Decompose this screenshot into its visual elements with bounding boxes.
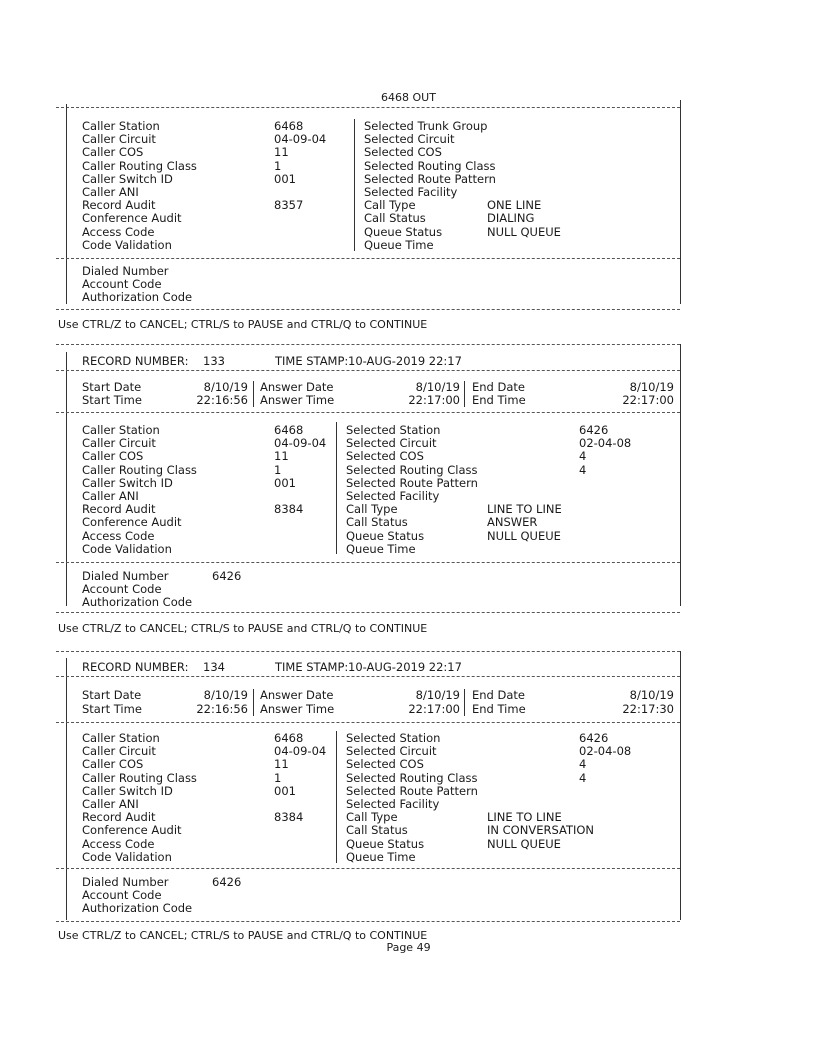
start-time-label: Start Time	[82, 393, 142, 407]
status-value: IN CONVERSATION	[487, 823, 595, 838]
selected-field-label: Queue Time	[346, 541, 416, 556]
dialed-field-label: Account Code	[82, 888, 162, 903]
dialed-field-label: Authorization Code	[82, 595, 193, 610]
start-date: 8/10/19	[203, 380, 248, 394]
dialed-field-label: Authorization Code	[82, 901, 193, 916]
divider	[56, 344, 680, 345]
selected-field-label: Selected COS	[364, 145, 442, 160]
selected-field-label: Selected Circuit	[346, 436, 437, 451]
selected-field-label: Selected Station	[346, 731, 441, 745]
caller-field-label: Caller Circuit	[82, 744, 156, 759]
end-time: 22:17:00	[622, 393, 674, 407]
time-stamp: 10-AUG-2019 22:17	[348, 354, 462, 368]
start-time: 22:16:56	[196, 393, 248, 407]
selected-field-value: 4	[579, 449, 587, 464]
status-value: NULL QUEUE	[487, 528, 561, 543]
selected-field-value: 6426	[579, 423, 609, 437]
answer-date-label: Answer Date	[260, 380, 334, 394]
end-time-label: End Time	[472, 702, 526, 716]
caller-field-value: 11	[274, 757, 289, 772]
caller-field-label: Caller Routing Class	[82, 158, 197, 173]
selected-field-label: Selected Station	[346, 423, 441, 437]
selected-field-label: Queue Status	[346, 528, 425, 543]
start-time: 22:16:56	[196, 702, 248, 716]
caller-field-value: 001	[274, 783, 296, 798]
caller-field-value: 6468	[274, 731, 304, 745]
selected-field-label: Call Status	[346, 823, 408, 838]
selected-field-label: Selected COS	[346, 757, 424, 772]
caller-field-label: Caller Station	[82, 731, 160, 745]
start-date-label: Start Date	[82, 688, 142, 702]
selected-field-label: Selected Facility	[346, 489, 440, 503]
selected-field-label: Selected COS	[346, 449, 424, 464]
left-border	[66, 352, 67, 606]
caller-field-label: Conference Audit	[82, 823, 182, 838]
divider	[56, 258, 680, 259]
selected-field-label: Selected Circuit	[346, 744, 437, 759]
selected-field-label: Selected Facility	[346, 797, 440, 811]
column-separator	[253, 689, 254, 716]
divider	[56, 676, 680, 677]
caller-field-label: Caller Circuit	[82, 132, 156, 147]
selected-field-label: Call Type	[346, 810, 398, 825]
column-separator	[464, 381, 465, 407]
record-number: 133	[203, 354, 225, 368]
footer-instructions: Use CTRL/Z to CANCEL; CTRL/S to PAUSE and CTRL/Q to CONTINUE	[58, 622, 428, 635]
left-border	[66, 658, 67, 920]
caller-field-label: Conference Audit	[82, 515, 182, 530]
caller-field-value: 8357	[274, 198, 304, 213]
caller-field-label: Access Code	[82, 836, 155, 851]
answer-date-label: Answer Date	[260, 688, 334, 702]
caller-field-value: 04-09-04	[274, 132, 327, 147]
selected-field-label: Call Type	[346, 502, 398, 517]
answer-date: 8/10/19	[415, 688, 460, 702]
caller-field-label: Caller Switch ID	[82, 171, 173, 186]
dialed-field-label: Dialed Number	[82, 569, 169, 583]
page-number: Page 49	[386, 941, 431, 954]
selected-field-label: Selected Route Pattern	[346, 783, 478, 798]
caller-field-value: 8384	[274, 502, 304, 517]
right-border	[680, 100, 681, 304]
caller-field-value: 6468	[274, 119, 304, 133]
answer-date: 8/10/19	[415, 380, 460, 394]
status-value: LINE TO LINE	[487, 810, 562, 825]
caller-field-value: 1	[274, 770, 282, 785]
caller-field-label: Caller Switch ID	[82, 783, 173, 798]
caller-field-label: Caller Station	[82, 119, 160, 133]
caller-field-value: 11	[274, 449, 289, 464]
column-separator	[336, 731, 337, 863]
answer-time-label: Answer Time	[260, 702, 335, 716]
selected-field-label: Selected Circuit	[364, 132, 455, 147]
caller-field-label: Caller Circuit	[82, 436, 156, 451]
status-value: NULL QUEUE	[487, 836, 561, 851]
start-date: 8/10/19	[203, 688, 248, 702]
caller-field-label: Access Code	[82, 224, 155, 239]
selected-field-value: 02-04-08	[579, 744, 632, 759]
caller-field-value: 001	[274, 475, 296, 490]
caller-field-label: Caller ANI	[82, 185, 139, 199]
caller-field-label: Code Validation	[82, 849, 172, 864]
answer-time: 22:17:00	[408, 393, 460, 407]
end-date: 8/10/19	[629, 380, 674, 394]
caller-field-value: 001	[274, 171, 296, 186]
selected-field-label: Selected Routing Class	[346, 462, 478, 477]
selected-field-label: Selected Routing Class	[346, 770, 478, 785]
caller-field-value: 1	[274, 462, 282, 477]
caller-field-value: 6468	[274, 423, 304, 437]
selected-field-label: Queue Status	[364, 224, 443, 239]
divider	[56, 309, 680, 310]
caller-field-label: Access Code	[82, 528, 155, 543]
divider	[56, 562, 680, 563]
caller-field-label: Record Audit	[82, 502, 156, 517]
status-value: ANSWER	[487, 515, 538, 530]
record-number: 134	[203, 660, 225, 674]
dialed-field-value: 6426	[212, 569, 242, 583]
dialed-field-label: Account Code	[82, 277, 162, 292]
end-date-label: End Date	[472, 688, 525, 702]
status-value: ONE LINE	[487, 198, 542, 213]
end-date: 8/10/19	[629, 688, 674, 702]
selected-field-label: Selected Routing Class	[364, 158, 496, 173]
end-time-label: End Time	[472, 393, 526, 407]
selected-field-value: 6426	[579, 731, 609, 745]
caller-field-value: 11	[274, 145, 289, 160]
divider	[56, 921, 680, 922]
status-value: NULL QUEUE	[487, 224, 561, 239]
dialed-field-label: Dialed Number	[82, 264, 169, 278]
caller-field-value: 8384	[274, 810, 304, 825]
page-title: 6468 OUT	[381, 91, 436, 104]
right-border	[680, 344, 681, 606]
divider	[56, 412, 680, 413]
dialed-field-label: Dialed Number	[82, 875, 169, 889]
caller-field-label: Caller Station	[82, 423, 160, 437]
selected-field-label: Call Type	[364, 198, 416, 213]
selected-field-label: Queue Status	[346, 836, 425, 851]
selected-field-label: Selected Trunk Group	[364, 119, 488, 133]
status-value: LINE TO LINE	[487, 502, 562, 517]
selected-field-label: Call Status	[364, 211, 426, 226]
dialed-field-label: Authorization Code	[82, 290, 193, 305]
caller-field-label: Caller ANI	[82, 489, 139, 503]
caller-field-label: Record Audit	[82, 810, 156, 825]
caller-field-label: Caller Switch ID	[82, 475, 173, 490]
caller-field-label: Caller COS	[82, 449, 144, 464]
divider	[56, 722, 680, 723]
selected-field-label: Call Status	[346, 515, 408, 530]
footer-instructions: Use CTRL/Z to CANCEL; CTRL/S to PAUSE and CTRL/Q to CONTINUE	[58, 929, 428, 942]
time-stamp-label: TIME STAMP:	[275, 660, 349, 674]
start-date-label: Start Date	[82, 380, 142, 394]
time-stamp-label: TIME STAMP:	[275, 354, 349, 368]
divider	[56, 612, 680, 613]
selected-field-label: Selected Route Pattern	[364, 171, 496, 186]
selected-field-value: 4	[579, 770, 587, 785]
end-time: 22:17:30	[622, 702, 674, 716]
caller-field-label: Code Validation	[82, 541, 172, 556]
caller-field-label: Conference Audit	[82, 211, 182, 226]
selected-field-label: Queue Time	[346, 849, 416, 864]
selected-field-label: Selected Route Pattern	[346, 475, 478, 490]
footer-instructions: Use CTRL/Z to CANCEL; CTRL/S to PAUSE and CTRL/Q to CONTINUE	[58, 318, 428, 331]
selected-field-value: 4	[579, 757, 587, 772]
caller-field-label: Caller ANI	[82, 797, 139, 811]
left-border	[66, 104, 67, 304]
caller-field-label: Code Validation	[82, 237, 172, 252]
status-value: DIALING	[487, 211, 535, 226]
caller-field-value: 04-09-04	[274, 436, 327, 451]
divider	[56, 651, 680, 652]
record-number-label: RECORD NUMBER:	[82, 354, 189, 368]
caller-field-label: Caller Routing Class	[82, 462, 197, 477]
column-separator	[253, 381, 254, 407]
column-separator	[464, 689, 465, 716]
caller-field-label: Caller Routing Class	[82, 770, 197, 785]
selected-field-value: 4	[579, 462, 587, 477]
caller-field-label: Caller COS	[82, 145, 144, 160]
start-time-label: Start Time	[82, 702, 142, 716]
answer-time: 22:17:00	[408, 702, 460, 716]
divider	[56, 370, 680, 371]
caller-field-label: Caller COS	[82, 757, 144, 772]
selected-field-label: Queue Time	[364, 237, 434, 252]
selected-field-value: 02-04-08	[579, 436, 632, 451]
end-date-label: End Date	[472, 380, 525, 394]
record-number-label: RECORD NUMBER:	[82, 660, 189, 674]
divider	[56, 868, 680, 869]
caller-field-label: Record Audit	[82, 198, 156, 213]
dialed-field-value: 6426	[212, 875, 242, 889]
right-border	[680, 651, 681, 920]
divider	[56, 107, 680, 108]
caller-field-value: 04-09-04	[274, 744, 327, 759]
column-separator	[354, 119, 355, 251]
caller-field-value: 1	[274, 158, 282, 173]
dialed-field-label: Account Code	[82, 582, 162, 597]
selected-field-label: Selected Facility	[364, 185, 458, 199]
column-separator	[336, 422, 337, 554]
time-stamp: 10-AUG-2019 22:17	[348, 660, 462, 674]
answer-time-label: Answer Time	[260, 393, 335, 407]
